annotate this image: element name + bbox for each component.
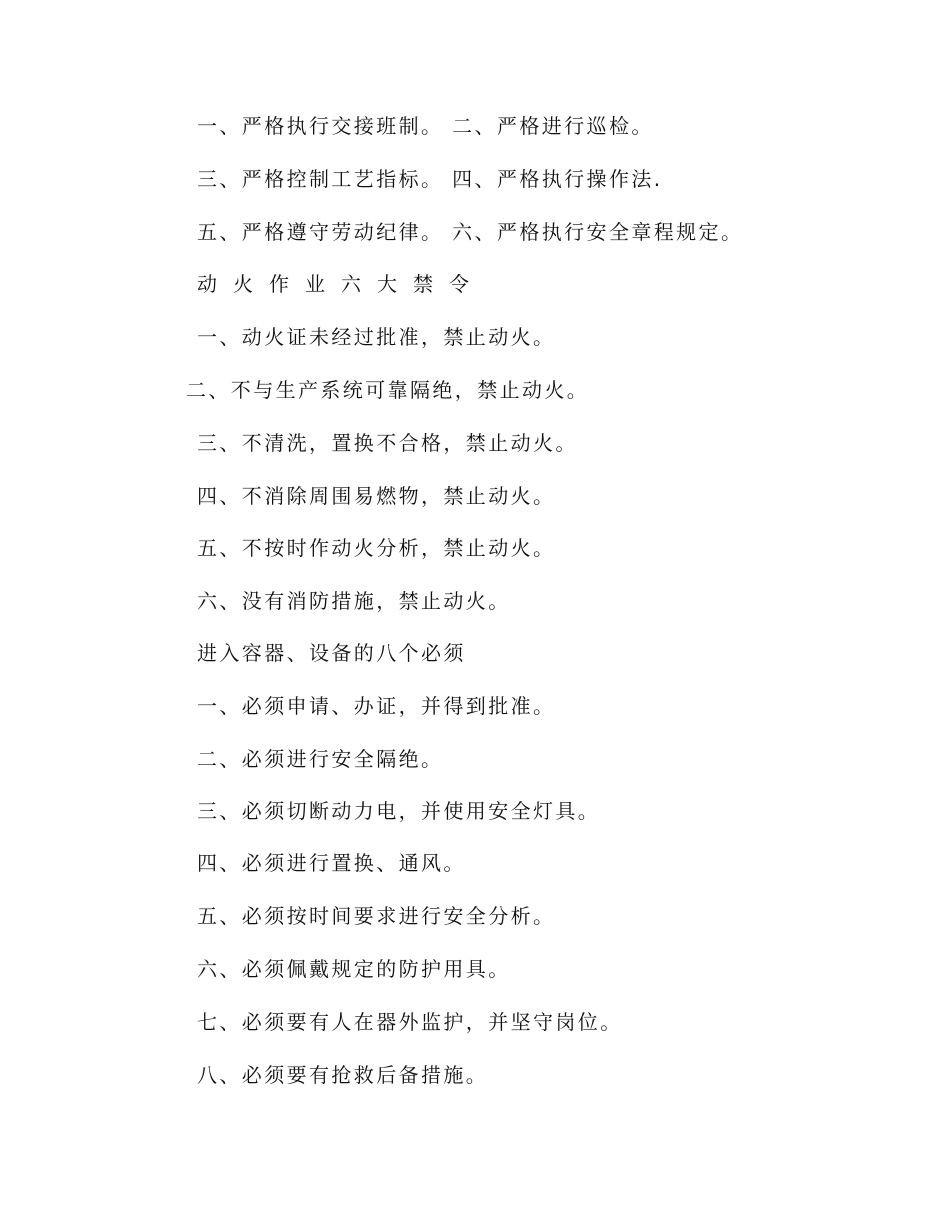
vessel-entry-item-8: 八、必须要有抢救后备措施。	[197, 1063, 489, 1087]
hot-work-item-4: 四、不消除周围易燃物，禁止动火。	[197, 484, 556, 508]
duty-rules-line-1: 一、严格执行交接班制。 二、严格进行巡检。	[197, 114, 654, 138]
vessel-entry-item-4: 四、必须进行置换、通风。	[197, 851, 466, 875]
hot-work-heading: 动火作业六大禁令	[197, 272, 485, 296]
hot-work-item-1: 一、动火证未经过批准，禁止动火。	[197, 325, 556, 349]
vessel-entry-heading: 进入容器、设备的八个必须	[197, 641, 466, 665]
hot-work-item-3: 三、不清洗，置换不合格，禁止动火。	[197, 431, 578, 455]
vessel-entry-item-2: 二、必须进行安全隔绝。	[197, 747, 444, 771]
hot-work-item-5: 五、不按时作动火分析，禁止动火。	[197, 536, 556, 560]
vessel-entry-item-7: 七、必须要有人在器外监护，并坚守岗位。	[197, 1010, 623, 1034]
vessel-entry-item-1: 一、必须申请、办证，并得到批准。	[197, 694, 556, 718]
vessel-entry-item-6: 六、必须佩戴规定的防护用具。	[197, 957, 511, 981]
vessel-entry-item-5: 五、必须按时间要求进行安全分析。	[197, 904, 556, 928]
hot-work-item-2: 二、不与生产系统可靠隔绝，禁止动火。	[186, 378, 590, 402]
hot-work-item-6: 六、没有消防措施，禁止动火。	[197, 589, 511, 613]
vessel-entry-item-3: 三、必须切断动力电，并使用安全灯具。	[197, 799, 601, 823]
duty-rules-line-3: 五、严格遵守劳动纪律。 六、严格执行安全章程规定。	[197, 220, 744, 244]
duty-rules-line-2: 三、严格控制工艺指标。 四、严格执行操作法.	[197, 167, 663, 191]
